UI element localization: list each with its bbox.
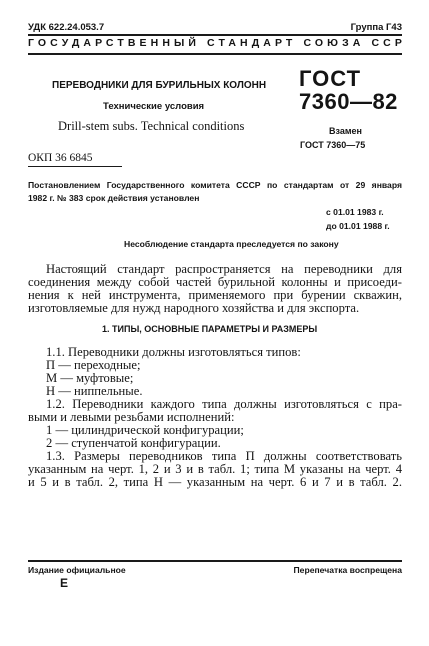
banner-rule — [28, 53, 402, 55]
section-line: 1.1. Переводники должны изготовляться типов: — [46, 345, 301, 359]
section-line: 1.2. Переводники каждого типа должны изготовляться с пра- — [46, 397, 402, 411]
top-rule — [28, 34, 402, 36]
section-line: 2 — ступенчатой конфигурации. — [46, 436, 221, 450]
section-heading: 1. ТИПЫ, ОСНОВНЫЕ ПАРАМЕТРЫ И РАЗМЕРЫ — [102, 324, 318, 334]
intro-line-2: соединения между собой частей бурильной колонны и присоеди- — [28, 275, 402, 289]
udc-code: УДК 622.24.053.7 — [28, 22, 105, 33]
law-warning: Несоблюдение стандарта преследуется по закону — [124, 239, 339, 249]
section-line: указанным на черт. 1, 2 и 3 и в табл. 1; типа М указаны на черт. 4 — [28, 462, 402, 476]
effective-to: до 01.01 1988 г. — [326, 221, 390, 231]
english-title: Drill-stem subs. Technical conditions — [58, 119, 245, 133]
section-line: выми и левыми резьбами исполнений: — [28, 410, 235, 424]
footer-rule — [28, 560, 402, 562]
okp-code: ОКП 36 6845 — [28, 152, 93, 164]
state-standard-banner: ГОСУДАРСТВЕННЫЙ СТАНДАРТ СОЮЗА ССР — [28, 37, 406, 49]
gost-label: ГОСТ — [299, 66, 362, 91]
decree-line-1: Постановлением Государственного комитета СССР по стандартам от 29 января — [28, 180, 402, 190]
standard-subtitle: Технические условия — [103, 101, 205, 112]
gost-number: 7360—82 — [299, 89, 398, 114]
intro-line-4: изготовляемые для нужд народного хозяйства и для экспорта. — [28, 301, 360, 315]
official-edition: Издание официальное — [28, 565, 126, 575]
okp-rule — [28, 166, 122, 167]
section-line: П — переходные; — [46, 358, 141, 372]
intro-line-1: Настоящий стандарт распространяется на переводники для — [46, 262, 402, 276]
section-line: Н — ниппельные. — [46, 384, 143, 398]
intro-line-3: нения к ней инструмента, применяемого при бурении скважин, — [28, 288, 402, 302]
replaces-label: Взамен — [329, 126, 362, 136]
section-line: 1.3. Размеры переводников типа П должны соответствовать — [46, 449, 402, 463]
section-line: М — муфтовые; — [46, 371, 134, 385]
section-line: 1 — цилиндрической конфигурации; — [46, 423, 244, 437]
effective-from: с 01.01 1983 г. — [326, 207, 384, 217]
section-line: и 5 и в табл. 2, типа Н — указанным на черт. 6 и 7 и в табл. 2. — [28, 475, 402, 489]
group-code: Группа Г43 — [350, 22, 402, 33]
standard-title: ПЕРЕВОДНИКИ ДЛЯ БУРИЛЬНЫХ КОЛОНН — [52, 80, 267, 91]
replaces-value: ГОСТ 7360—75 — [300, 140, 366, 150]
reprint-prohibited: Перепечатка воспрещена — [293, 565, 402, 575]
decree-line-2: 1982 г. № 383 срок действия установлен — [28, 193, 200, 203]
edition-letter: Е — [60, 576, 69, 590]
